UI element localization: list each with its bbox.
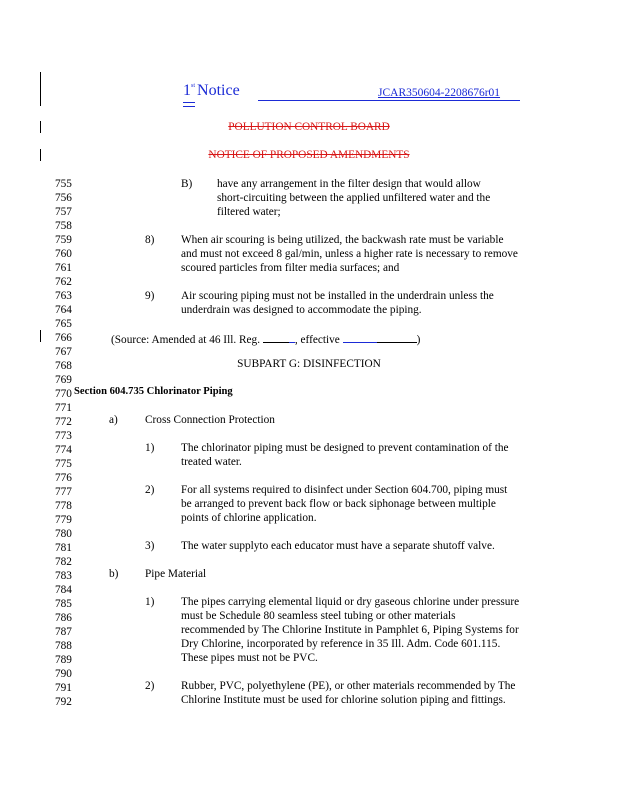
subsection-b-title: Pipe Material <box>145 568 207 580</box>
line-number: 778 <box>55 500 72 512</box>
line-number: 787 <box>55 626 72 638</box>
item-b1-label: 1) <box>145 596 155 608</box>
line-number: 780 <box>55 528 72 540</box>
line-number: 769 <box>55 374 72 386</box>
change-bar-source <box>40 330 41 342</box>
line-number: 791 <box>55 682 72 694</box>
item-8-line3: scoured particles from filter media surfaces; and <box>181 262 400 274</box>
item-b2-line1: Rubber, PVC, polyethylene (PE), or other materials recommended by The <box>181 680 516 692</box>
line-number: 792 <box>55 696 72 708</box>
item-b-line3: filtered water; <box>217 206 281 218</box>
line-number: 761 <box>55 262 72 274</box>
item-a2-line3: points of chlorine application. <box>181 512 317 524</box>
line-number: 790 <box>55 668 72 680</box>
source-prefix: (Source: Amended at 46 Ill. Reg. <box>111 334 261 346</box>
change-bar-top <box>40 72 41 106</box>
item-b1-line2: must be Schedule 80 seamless steel tubing or other materials <box>181 610 456 622</box>
item-a1-line2: treated water. <box>181 456 242 468</box>
source-effective: , effective <box>294 334 340 346</box>
subsection-a-label: a) <box>109 414 118 426</box>
notice-heading <box>183 82 240 100</box>
line-number: 768 <box>55 360 72 372</box>
item-b1-line5: These pipes must not be PVC. <box>181 652 318 664</box>
item-b-label: B) <box>181 178 193 190</box>
line-number: 767 <box>55 346 72 358</box>
item-b-line2: short-circuiting between the applied unfiltered water and the <box>217 192 491 204</box>
item-8-line2: and must not exceed 8 gal/min, unless a higher rate is necessary to remove <box>181 248 518 260</box>
item-9-line2: underdrain was designed to accommodate the piping. <box>181 304 422 316</box>
subpart-text: SUBPART G: DISINFECTION <box>237 358 381 370</box>
line-number: 772 <box>55 416 72 428</box>
header-double-underline-2 <box>183 106 195 107</box>
line-number: 786 <box>55 612 72 624</box>
item-b-line1: have any arrangement in the filter design that would allow <box>217 178 481 190</box>
reg-blank <box>263 332 289 343</box>
line-number: 788 <box>55 640 72 652</box>
line-number: 777 <box>55 486 72 498</box>
line-number: 785 <box>55 598 72 610</box>
line-number: 760 <box>55 248 72 260</box>
item-b1-line1: The pipes carrying elemental liquid or dry gaseous chlorine under pressure <box>181 596 520 608</box>
item-b2-line2: Chlorine Institute must be used for chlorine solution piping and fittings. <box>181 694 506 706</box>
item-a2-label: 2) <box>145 484 155 496</box>
header-double-underline-1 <box>183 102 195 103</box>
section-title: Section 604.735 Chlorinator Piping <box>74 386 233 397</box>
item-a1-label: 1) <box>145 442 155 454</box>
line-number: 764 <box>55 304 72 316</box>
item-a2-line2: be arranged to prevent back flow or back siphonage between multiple <box>181 498 496 510</box>
line-number: 784 <box>55 584 72 596</box>
board-name: POLLUTION CONTROL BOARD <box>228 121 390 133</box>
line-number: 759 <box>55 234 72 246</box>
source-close: ) <box>416 334 421 346</box>
header-underline <box>258 100 520 101</box>
line-number: 757 <box>55 206 72 218</box>
line-number: 755 <box>55 178 72 190</box>
line-number: 771 <box>55 402 72 414</box>
effective-blank-insert <box>343 332 377 343</box>
line-number: 774 <box>55 444 72 456</box>
jcar-code: JCAR350604-2208676r01 <box>378 87 501 99</box>
line-number: 782 <box>55 556 72 568</box>
line-number: 779 <box>55 514 72 526</box>
line-number: 776 <box>55 472 72 484</box>
item-a2-line1: For all systems required to disinfect under Section 604.700, piping must <box>181 484 508 496</box>
line-number: 775 <box>55 458 72 470</box>
item-a3-line1: The water supplyto each educator must have a separate shutoff valve. <box>181 540 495 552</box>
item-8-line1: When air scouring is being utilized, the backwash rate must be variable <box>181 234 504 246</box>
item-9-line1: Air scouring piping must not be installed in the underdrain unless the <box>181 290 494 302</box>
item-9-label: 9) <box>145 290 155 302</box>
line-number: 773 <box>55 430 72 442</box>
item-b2-label: 2) <box>145 680 155 692</box>
item-b1-line3: recommended by The Chlorine Institute in Pamphlet 6, Piping Systems for <box>181 624 519 636</box>
item-8-label: 8) <box>145 234 155 246</box>
line-number: 765 <box>55 318 72 330</box>
line-number: 783 <box>55 570 72 582</box>
line-number: 781 <box>55 542 72 554</box>
line-number: 789 <box>55 654 72 666</box>
line-number: 763 <box>55 290 72 302</box>
subpart-heading <box>0 358 618 370</box>
notice-number: 1 <box>183 82 191 99</box>
item-a3-label: 3) <box>145 540 155 552</box>
source-note <box>111 332 420 346</box>
subsection-b-label: b) <box>109 568 119 580</box>
item-b1-line4: Dry Chlorine, incorporated by reference in 35 Ill. Adm. Code 601.115. <box>181 638 501 650</box>
line-number: 766 <box>55 332 72 344</box>
item-a1-line1: The chlorinator piping must be designed to prevent contamination of the <box>181 442 509 454</box>
effective-blank <box>377 332 417 343</box>
line-number: 762 <box>55 276 72 288</box>
line-number: 758 <box>55 220 72 232</box>
subsection-a-title: Cross Connection Protection <box>145 414 275 426</box>
notice-title: NOTICE OF PROPOSED AMENDMENTS <box>208 149 410 161</box>
line-number: 770 <box>55 388 72 400</box>
notice-word: Notice <box>197 82 240 99</box>
line-number: 756 <box>55 192 72 204</box>
notice-superscript: st <box>191 83 196 89</box>
